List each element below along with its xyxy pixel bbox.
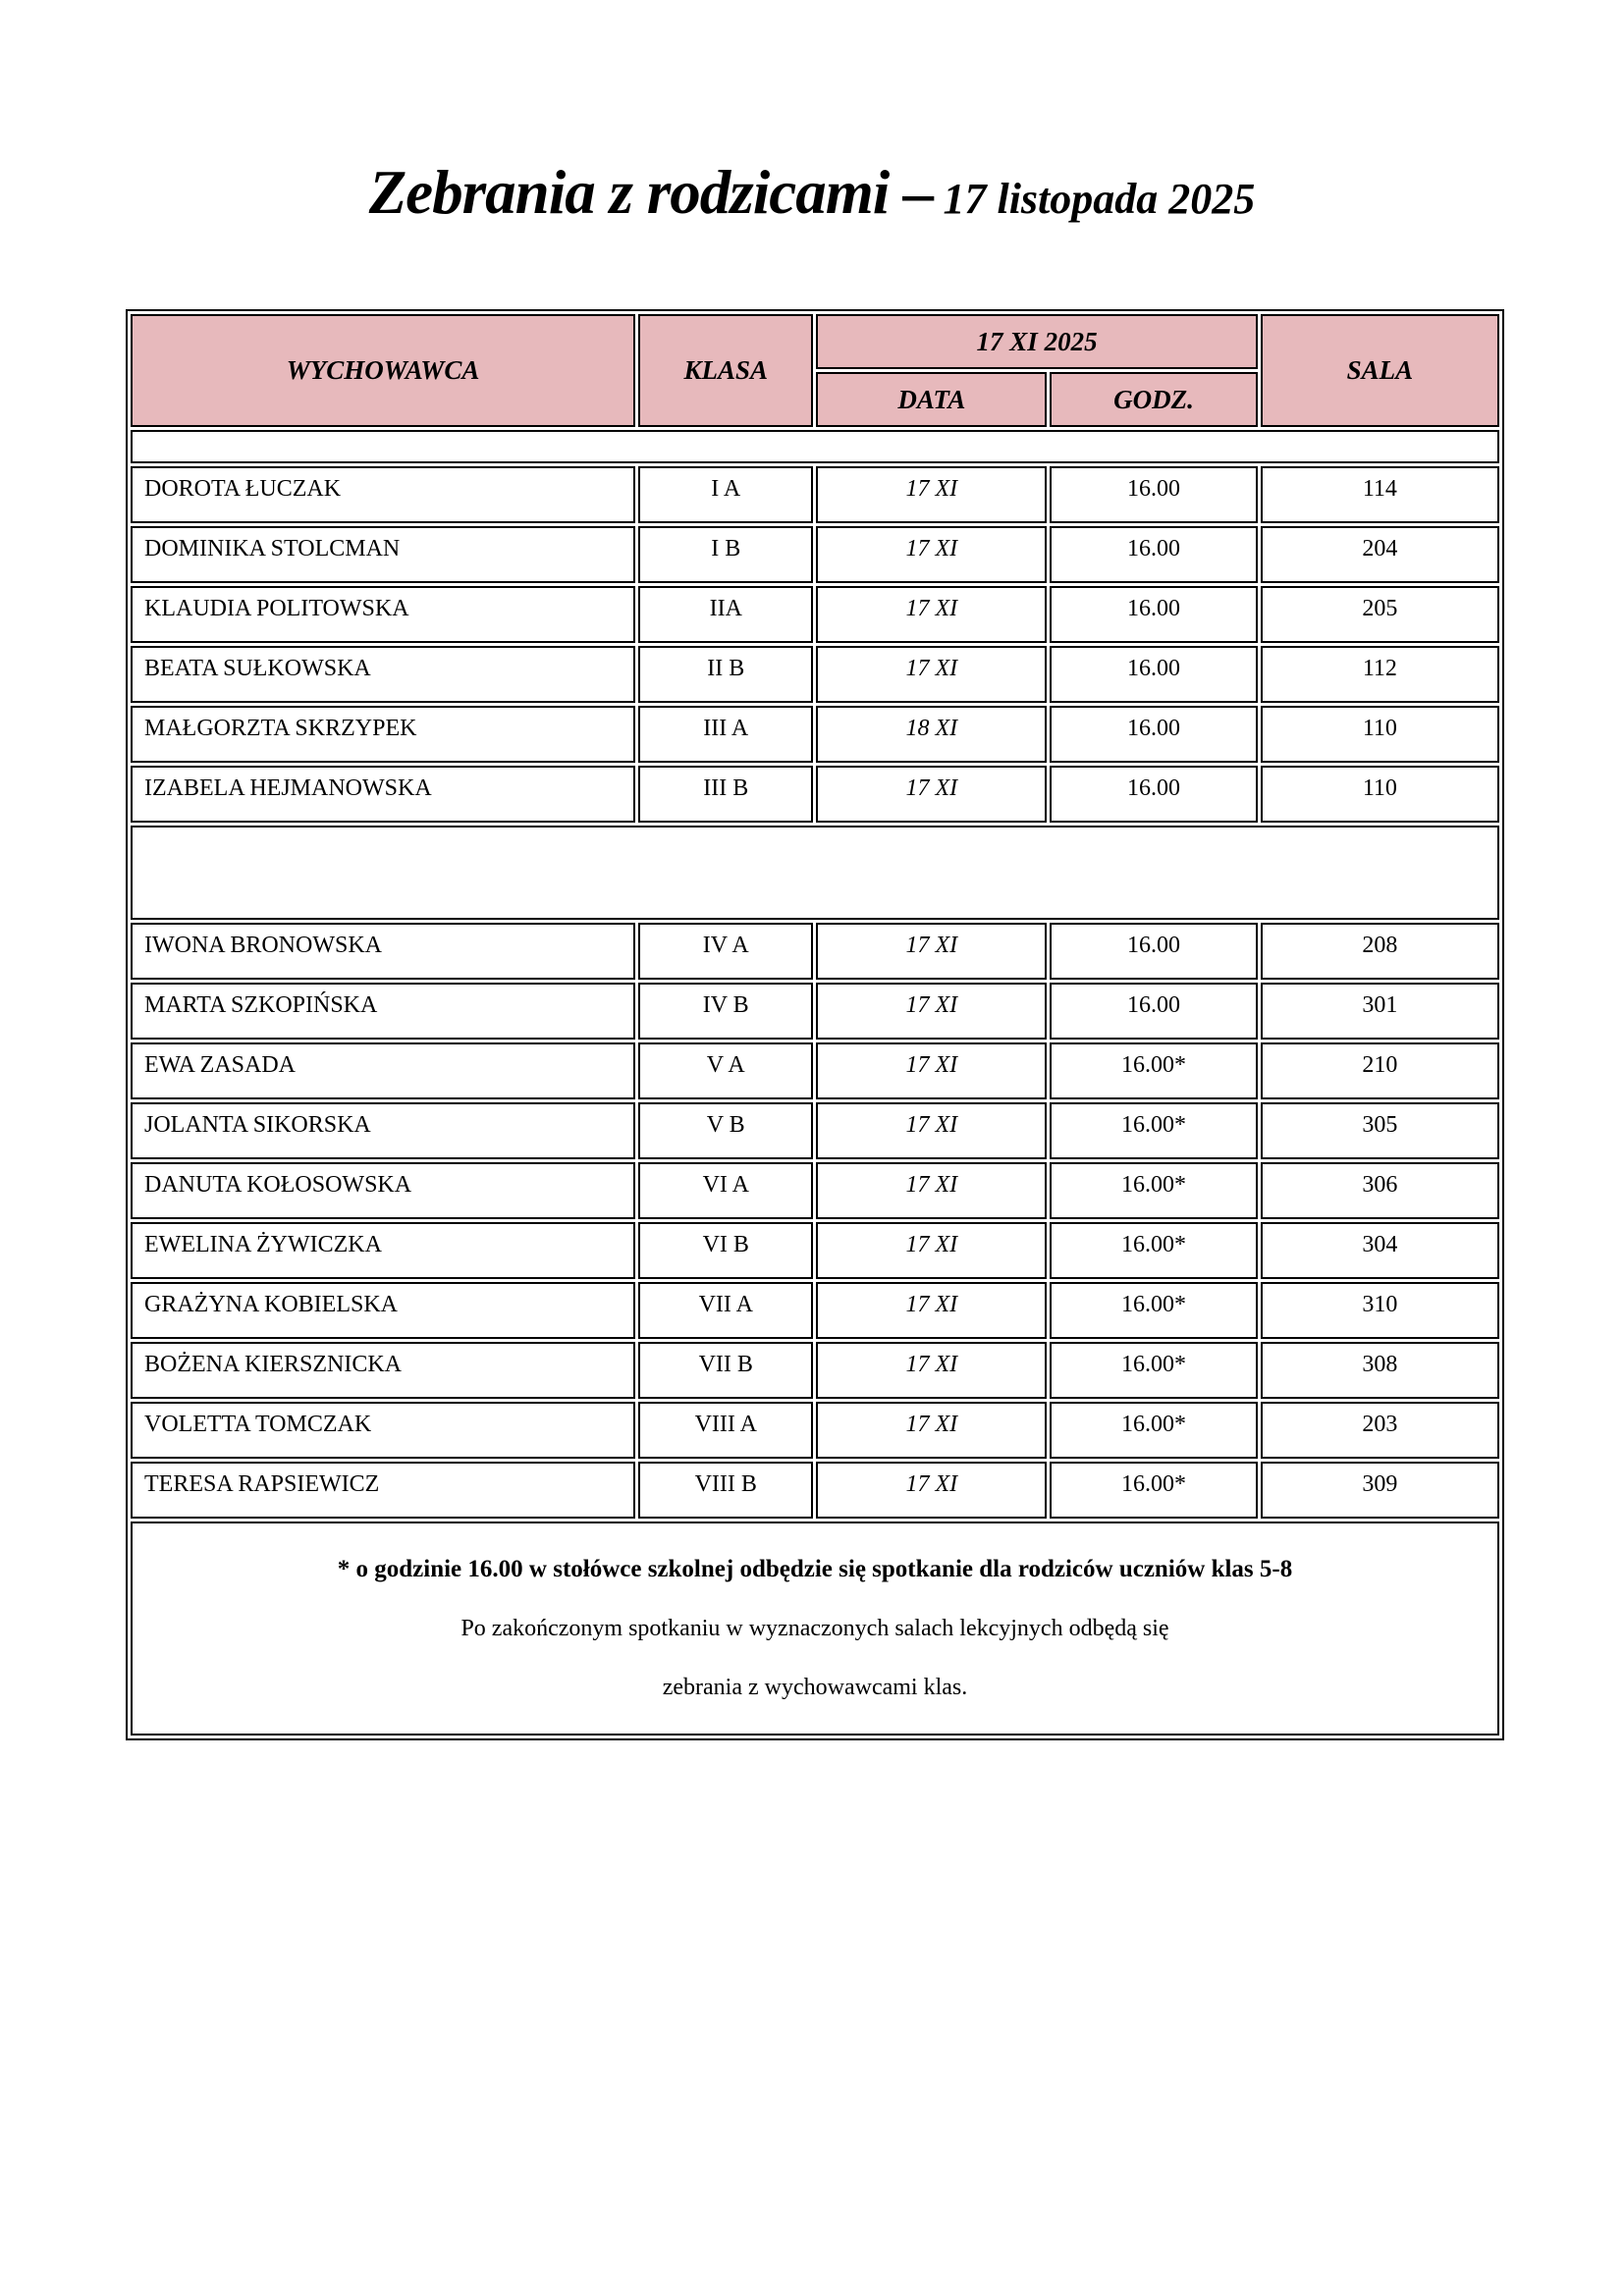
date-cell: 17 XI (816, 1042, 1047, 1099)
teacher-cell: VOLETTA TOMCZAK (131, 1402, 635, 1459)
teacher-cell: KLAUDIA POLITOWSKA (131, 586, 635, 643)
room-cell: 305 (1261, 1102, 1499, 1159)
teacher-cell: GRAŻYNA KOBIELSKA (131, 1282, 635, 1339)
class-cell: VIII A (638, 1402, 813, 1459)
date-cell: 17 XI (816, 1462, 1047, 1519)
table-row (131, 923, 1499, 980)
table-row (131, 1402, 1499, 1459)
page-title (0, 157, 1624, 229)
date-cell: 18 XI (816, 706, 1047, 763)
teacher-cell: BOŻENA KIERSZNICKA (131, 1342, 635, 1399)
time-cell: 16.00 (1050, 706, 1257, 763)
class-cell: IV A (638, 923, 813, 980)
class-cell: VI B (638, 1222, 813, 1279)
table-row (131, 1282, 1499, 1339)
footnote-line-3: zebrania z wychowawcami klas. (662, 1675, 968, 1700)
table-row (131, 1342, 1499, 1399)
header-row-1 (131, 314, 1499, 369)
room-cell: 208 (1261, 923, 1499, 980)
spacer-row-tall (131, 826, 1499, 920)
date-cell: 17 XI (816, 1342, 1047, 1399)
room-cell: 204 (1261, 526, 1499, 583)
teacher-cell: BEATA SUŁKOWSKA (131, 646, 635, 703)
date-cell: 17 XI (816, 1282, 1047, 1339)
date-cell: 17 XI (816, 923, 1047, 980)
time-cell: 16.00* (1050, 1282, 1257, 1339)
table-row (131, 1102, 1499, 1159)
table-row (131, 1042, 1499, 1099)
teacher-cell: TERESA RAPSIEWICZ (131, 1462, 635, 1519)
header-date-group: 17 XI 2025 (816, 314, 1257, 369)
table-row (131, 1462, 1499, 1519)
teacher-cell: DOMINIKA STOLCMAN (131, 526, 635, 583)
table-row (131, 1222, 1499, 1279)
date-cell: 17 XI (816, 983, 1047, 1040)
room-cell: 203 (1261, 1402, 1499, 1459)
class-cell: VII A (638, 1282, 813, 1339)
table-group-1 (131, 466, 1499, 823)
table-row (131, 526, 1499, 583)
date-cell: 17 XI (816, 766, 1047, 823)
time-cell: 16.00 (1050, 586, 1257, 643)
teacher-cell: EWELINA ŻYWICZKA (131, 1222, 635, 1279)
time-cell: 16.00 (1050, 466, 1257, 523)
room-cell: 309 (1261, 1462, 1499, 1519)
date-cell: 17 XI (816, 526, 1047, 583)
footnote-line-1: * o godzinie 16.00 w stołówce szkolnej odbędzie się spotkanie dla rodziców uczniów klas 5-8 (337, 1556, 1293, 1582)
teacher-cell: DOROTA ŁUCZAK (131, 466, 635, 523)
page-title-main: Zebrania z rodzicami – (368, 158, 934, 227)
table-group-2 (131, 923, 1499, 1519)
teacher-cell: DANUTA KOŁOSOWSKA (131, 1162, 635, 1219)
teacher-cell: MAŁGORZTA SKRZYPEK (131, 706, 635, 763)
meetings-table (126, 309, 1504, 1740)
teacher-cell: EWA ZASADA (131, 1042, 635, 1099)
room-cell: 210 (1261, 1042, 1499, 1099)
teacher-cell: MARTA SZKOPIŃSKA (131, 983, 635, 1040)
header-sala: SALA (1261, 314, 1499, 427)
spacer-cell (131, 826, 1499, 920)
class-cell: V A (638, 1042, 813, 1099)
time-cell: 16.00* (1050, 1342, 1257, 1399)
date-cell: 17 XI (816, 1102, 1047, 1159)
room-cell: 301 (1261, 983, 1499, 1040)
spacer-row-thin (131, 430, 1499, 463)
table-header (131, 314, 1499, 427)
date-cell: 17 XI (816, 1402, 1047, 1459)
table-row (131, 586, 1499, 643)
class-cell: IV B (638, 983, 813, 1040)
time-cell: 16.00 (1050, 983, 1257, 1040)
teacher-cell: JOLANTA SIKORSKA (131, 1102, 635, 1159)
room-cell: 306 (1261, 1162, 1499, 1219)
time-cell: 16.00* (1050, 1042, 1257, 1099)
time-cell: 16.00* (1050, 1402, 1257, 1459)
table-row (131, 706, 1499, 763)
table-row (131, 466, 1499, 523)
class-cell: VIII B (638, 1462, 813, 1519)
time-cell: 16.00* (1050, 1462, 1257, 1519)
time-cell: 16.00* (1050, 1162, 1257, 1219)
room-cell: 308 (1261, 1342, 1499, 1399)
room-cell: 112 (1261, 646, 1499, 703)
spacer-cell (131, 430, 1499, 463)
date-cell: 17 XI (816, 646, 1047, 703)
footnote-line-2: Po zakończonym spotkaniu w wyznaczonych salach lekcyjnych odbędą się (460, 1616, 1169, 1641)
time-cell: 16.00* (1050, 1102, 1257, 1159)
class-cell: VI A (638, 1162, 813, 1219)
table-row (131, 983, 1499, 1040)
room-cell: 114 (1261, 466, 1499, 523)
table-row (131, 766, 1499, 823)
room-cell: 205 (1261, 586, 1499, 643)
header-wychowawca: WYCHOWAWCA (131, 314, 635, 427)
table-row (131, 646, 1499, 703)
date-cell: 17 XI (816, 1222, 1047, 1279)
room-cell: 110 (1261, 706, 1499, 763)
time-cell: 16.00 (1050, 526, 1257, 583)
class-cell: I A (638, 466, 813, 523)
date-cell: 17 XI (816, 586, 1047, 643)
date-cell: 17 XI (816, 1162, 1047, 1219)
room-cell: 110 (1261, 766, 1499, 823)
header-klasa: KLASA (638, 314, 813, 427)
date-cell: 17 XI (816, 466, 1047, 523)
class-cell: VII B (638, 1342, 813, 1399)
footnote-row (131, 1522, 1499, 1735)
time-cell: 16.00 (1050, 766, 1257, 823)
class-cell: I B (638, 526, 813, 583)
class-cell: IIA (638, 586, 813, 643)
room-cell: 310 (1261, 1282, 1499, 1339)
table-row (131, 1162, 1499, 1219)
teacher-cell: IZABELA HEJMANOWSKA (131, 766, 635, 823)
time-cell: 16.00 (1050, 646, 1257, 703)
time-cell: 16.00 (1050, 923, 1257, 980)
header-godz: GODZ. (1050, 372, 1257, 427)
room-cell: 304 (1261, 1222, 1499, 1279)
meetings-table-container (126, 309, 1504, 1740)
class-cell: III B (638, 766, 813, 823)
header-data: DATA (816, 372, 1047, 427)
page-title-date: 17 listopada 2025 (943, 175, 1256, 223)
class-cell: V B (638, 1102, 813, 1159)
footnote-cell (131, 1522, 1499, 1735)
teacher-cell: IWONA BRONOWSKA (131, 923, 635, 980)
time-cell: 16.00* (1050, 1222, 1257, 1279)
class-cell: III A (638, 706, 813, 763)
class-cell: II B (638, 646, 813, 703)
